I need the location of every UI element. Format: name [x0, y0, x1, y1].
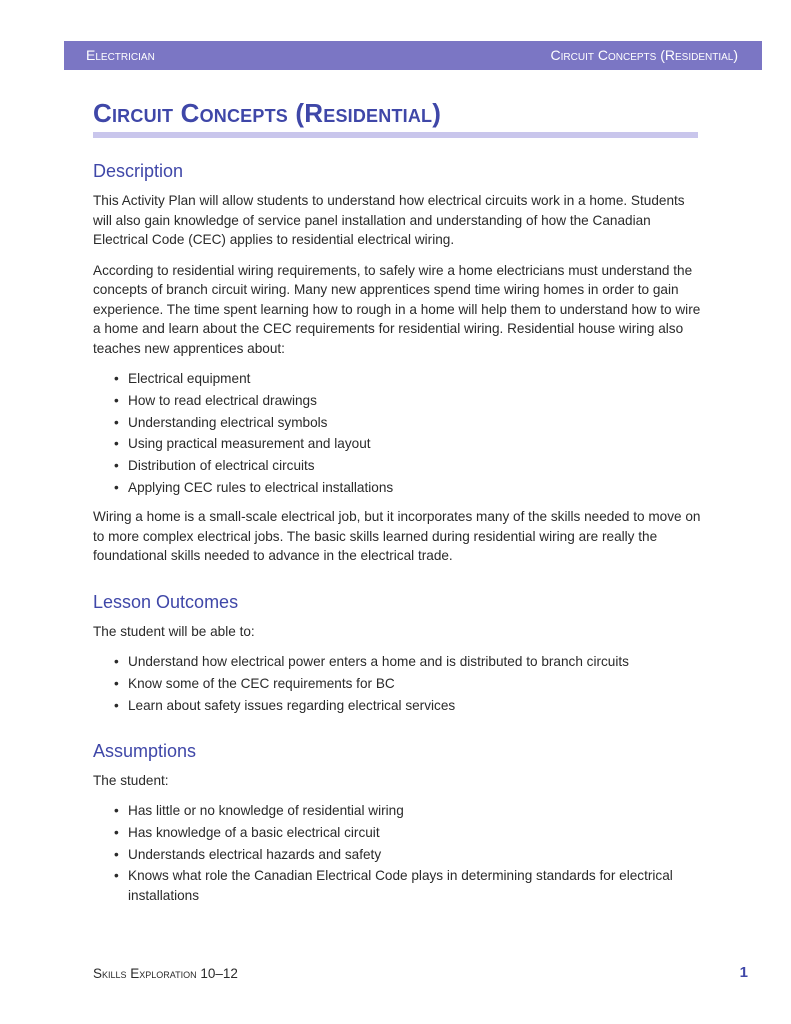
list-item [93, 845, 703, 865]
bullet-icon: • [114, 458, 119, 474]
list-item-text: Knows what role the Canadian Electrical Code plays in determining standards for electrical installations [128, 868, 673, 903]
bullet-icon: • [114, 392, 119, 408]
page-title: Circuit Concepts (Residential) [93, 98, 442, 128]
lesson-outcomes-section [93, 589, 703, 716]
list-item-text: Distribution of electrical circuits [128, 458, 315, 474]
header-course-label: Electrician [86, 47, 155, 63]
bullet-icon: • [114, 479, 119, 495]
assumptions-bullet-list [93, 801, 703, 905]
list-item [93, 696, 703, 716]
list-item-text: Has knowledge of a basic electrical circuit [128, 824, 380, 840]
bullet-icon: • [114, 654, 119, 670]
title-underline [93, 132, 698, 138]
description-paragraph: This Activity Plan will allow students to understand how electrical circuits work in a home. Students will also gain knowledge of service panel installation and understanding of how the Canadian Electrical Code (CEC) applies to residential electrical wiring. [93, 193, 685, 247]
list-item-text: Electrical equipment [128, 371, 251, 386]
list-item [93, 652, 703, 672]
page-content [93, 158, 703, 915]
description-bullet-list [93, 369, 703, 497]
header-topic-label: Circuit Concepts (Residential) [550, 47, 738, 63]
list-item [93, 391, 703, 411]
description-paragraph: Wiring a home is a small-scale electrical job, but it incorporates many of the skills needed to move on to more complex electrical jobs. The basic skills learned during residential wiring are really the foundational skills needed to advance in the electrical trade. [93, 509, 701, 564]
list-item [93, 674, 703, 694]
assumptions-intro: The student: [93, 772, 169, 788]
list-item [93, 866, 703, 905]
bullet-icon: • [114, 803, 119, 819]
list-item [93, 478, 703, 498]
list-item-text: Using practical measurement and layout [128, 436, 371, 452]
list-item-text: Understands electrical hazards and safety [128, 846, 382, 862]
assumptions-heading: Assumptions [93, 740, 197, 761]
list-item-text: Know some of the CEC requirements for BC [128, 676, 395, 692]
list-item-text: Has little or no knowledge of residential wiring [128, 803, 404, 819]
list-item-text: Understanding electrical symbols [128, 414, 328, 430]
description-heading: Description [93, 161, 184, 181]
bullet-icon: • [114, 824, 119, 840]
list-item [93, 456, 703, 476]
assumptions-section [93, 738, 703, 906]
bullet-icon: • [114, 846, 119, 862]
bullet-icon: • [114, 414, 119, 430]
list-item [93, 801, 703, 821]
lesson-outcomes-intro: The student will be able to: [93, 623, 255, 639]
description-section [93, 158, 703, 566]
list-item-text: How to read electrical drawings [128, 392, 317, 408]
list-item-text: Understand how electrical power enters a home and is distributed to branch circuits [128, 654, 629, 670]
bullet-icon: • [114, 868, 119, 884]
bullet-icon: • [114, 371, 119, 386]
running-header [64, 41, 762, 70]
list-item [93, 823, 703, 843]
bullet-icon: • [114, 436, 119, 452]
footer-publication-label: Skills Exploration 10–12 [93, 966, 238, 981]
list-item-text: Applying CEC rules to electrical installations [128, 479, 394, 495]
bullet-icon: • [114, 698, 119, 714]
lesson-outcomes-bullet-list [93, 652, 703, 715]
lesson-outcomes-heading: Lesson Outcomes [93, 591, 239, 612]
bullet-icon: • [114, 676, 119, 692]
page-number: 1 [739, 964, 748, 981]
description-paragraph: According to residential wiring requirements, to safely wire a home electricians must understand the concepts of branch circuit wiring. Many new apprentices spend time wiring homes in order to gain experience. The time spent learning how to rough in a home will help them to understand how to wire a home and learn about the CEC requirements for residential wiring. Residential house wiring also teaches new apprentices about: [93, 262, 701, 356]
list-item [93, 413, 703, 433]
list-item-text: Learn about safety issues regarding electrical services [128, 698, 456, 714]
list-item [93, 369, 703, 389]
list-item [93, 434, 703, 454]
